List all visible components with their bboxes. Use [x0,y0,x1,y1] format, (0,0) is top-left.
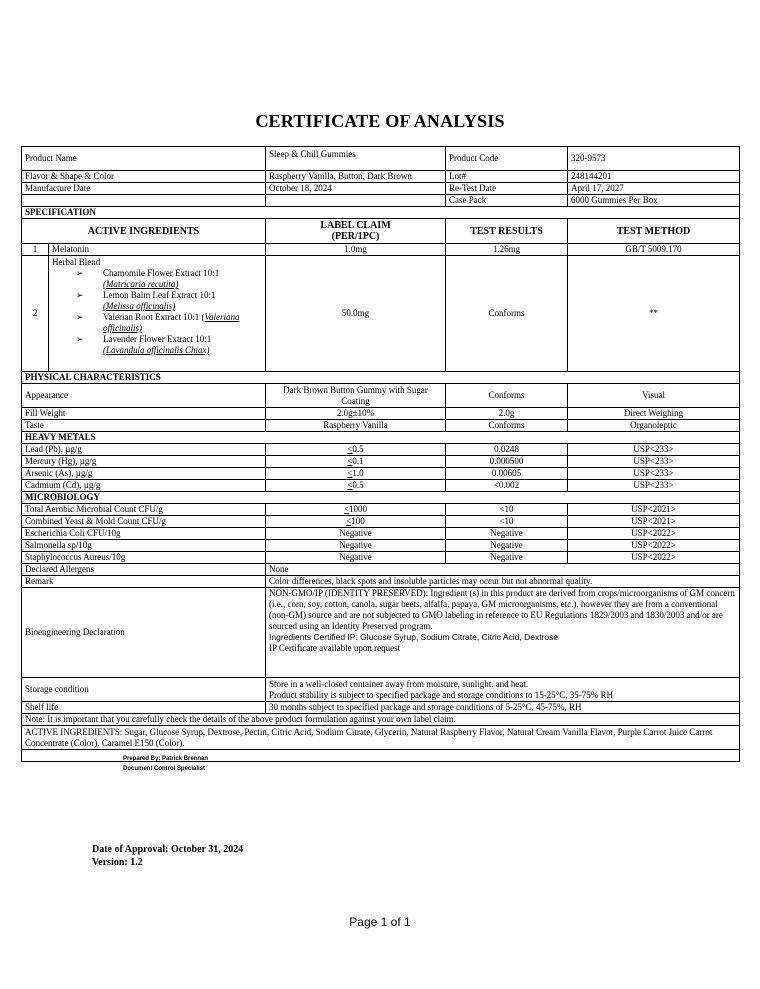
shelf-life-row: Shelf life 30 months subject to specified package and storage conditions of 5-25°C, 45-75%, RH [22,702,740,714]
table-row: Staphylococcus Aureus/10g Negative Negative USP<2022> [22,552,740,564]
table-row: Mercury (Hg), µg/g <0.1 0.000500 USP<233> [22,456,740,468]
specification-heading: SPECIFICATION [22,207,740,219]
test-method: GB/T 5009.170 [568,244,740,256]
case-pack-row [22,195,740,207]
spec-row-melatonin: 1 Melatonin 1.0mg 1.26mg GB/T 5009.170 [22,244,740,256]
list-item: ➢ Lemon Balm Leaf Extract 10:1 (Melissa officinalis) [76,290,216,311]
microbiology-heading: MICROBIOLOGY [22,492,740,504]
ingredient-name: Melatonin [49,244,266,256]
col-active-ingredients: ACTIVE INGREDIENTS [22,219,266,244]
col-test-results: TEST RESULTS [446,219,568,244]
page-number: Page 1 of 1 [349,915,411,929]
table-row: Cadmium (Cd), µg/g <0.5 <0.002 USP<233> [22,480,740,492]
list-item: ➢ Valerian Root Extract 10:1 (Valeriana officinalis) [76,312,240,333]
retest-date-value: April 17, 2027 [568,183,740,195]
document-title: CERTIFICATE OF ANALYSIS [255,111,505,131]
bioengineering-text: NON-GMO/IP (IDENTITY PRESERVED): Ingredient (s) in this product are derived from crops/microorganisms of GM concern (i.e., corn, soy, cotton, canola, sugar beets, alfalfa, papaya, GM microorganisms, etc.), however they are from a conventional (non-GM) source and are not subjected to GMO labeling in reference to EU Regulations 1829/2003 and 1830/2003 and/or are sourced using an Identity Preserved program. [269,588,735,631]
label-claim: 1.0mg [266,244,446,256]
test-result: Conforms [446,256,568,372]
test-result: 1.26mg [446,244,568,256]
table-row: Salmonella sp/10g Negative Negative USP<2022> [22,540,740,552]
lot-value: 248144201 [568,171,740,183]
label-claim: 50.0mg [266,256,446,372]
manufacture-date-value: October 18, 2024 [266,183,446,195]
heavy-metals-heading: HEAVY METALS [22,432,740,444]
coa-table [21,146,740,762]
herbal-blend-cell: Herbal Blend ➢ Chamomile Flower Extract 10:1 (Matricaria recutita) ➢ Lemon Balm Leaf Extract 10:1 (Melissa officinalis) ➢ Valerian Root Extract 10:1 (Valeriana officinalis) ➢ Lavender Flower Extract 10:1 (Lavandula officinalis Chiax) [49,256,266,372]
col-label-claim: LABEL CLAIM (PER/1PC) [266,219,446,244]
herbal-blend-list [52,268,262,356]
spec-row-herbal-blend: 2 Herbal Blend ➢ Chamomile Flower Extract 10:1 (Matricaria recutita) ➢ Lemon Balm Leaf Extract 10:1 (Melissa officinalis) ➢ Valerian Root Extract 10:1 (Valeriana officinalis) ➢ Lavender Flower Extract 10:1 (Lavandula officinalis Chiax) 50.0mg Conforms ** [22,256,740,372]
list-item: ➢ Lavender Flower Extract 10:1 (Lavandula officinalis Chiax) [76,334,212,355]
specification-header-row [22,219,740,244]
retest-date-label: Re-Test Date [446,183,568,195]
table-row: Lead (Pb), µg/g <0.5 0.0248 USP<233> [22,444,740,456]
list-item: ➢ Chamomile Flower Extract 10:1 (Matricaria recutita) [76,268,220,289]
flavor-value: Raspberry Vanilla, Button, Dark Brown [266,171,446,183]
product-name-value: Sleep & Chill Gummies [266,147,446,171]
manufacture-row [22,183,740,195]
table-row: Combined Yeast & Mold Count CFU/g <100 <10 USP<2021> [22,516,740,528]
table-row: Fill Weight 2.0g±10% 2.0g Direct Weighing [22,408,740,420]
arrow-bullet-icon: ➢ [76,290,84,300]
flavor-row [22,171,740,183]
table-row: Taste Raspberry Vanilla Conforms Organoleptic [22,420,740,432]
test-method: ** [568,256,740,372]
active-ingredients-row: ACTIVE INGREDIENTS: Sugar, Glucose Syrup, Dextrose, Pectin, Citric Acid, Sodium Citrate, Glycerin, Natural Raspberry Flavor, Natural Cream Vanilla Flavor, Purple Carrot Juice Carrot Concentrate (Color), Caramel E150 (Color). [22,726,740,750]
note-row: Note: It is important that you carefully check the details of the above product formulation against your own label claim. [22,714,740,726]
storage-row: Storage condition Store in a well-closed container away from moisture, sunlight, and heat. Product stability is subject to specified package and storage conditions to 15-25°C, 35-75% RH [22,678,740,702]
table-row: Appearance Dark Brown Button Gummy with Sugar Coating Conforms Visual [22,384,740,408]
col-test-method: TEST METHOD [568,219,740,244]
approval-block [92,843,243,869]
arrow-bullet-icon: ➢ [76,312,84,322]
table-row: Escherichia Coli CFU/10g Negative Negative USP<2022> [22,528,740,540]
prepared-by: Prepared By: Patrick Brennan Document Control Specialist [123,756,209,772]
lot-label: Lot# [446,171,568,183]
version: Version: 1.2 [92,857,143,868]
remark-row: Remark Color differences, black spots and insoluble particles may occur but not abnormal quality. [22,576,740,588]
product-name-row [22,147,740,171]
table-row: Total Aerobic Microbial Count CFU/g <1000 <10 USP<2021> [22,504,740,516]
flavor-label: Flavor & Shape & Color [22,171,266,183]
approval-date: Date of Approval: October 31, 2024 [92,844,244,855]
case-pack-label: Case Pack [446,195,568,207]
bioengineering-row: Bioengineering Declaration NON-GMO/IP (IDENTITY PRESERVED): Ingredient (s) in this product are derived from crops/microorganisms of GM concern (i.e., corn, soy, cotton, canola, sugar beets, alfalfa, papaya, GM microorganisms, etc.), however they are from a conventional (non-GM) source and are not subjected to GMO labeling in reference to EU Regulations 1829/2003 and 1830/2003 and/or are sourced using an Identity Preserved program. Ingredients Certified IP: Glucose Syrup, Sodium Citrate, Citric Acid, Dextrose IP Certificate available upon request [22,588,740,678]
product-name-label: Product Name [22,147,266,171]
arrow-bullet-icon: ➢ [76,334,84,344]
table-row: Arsenic (As), µg/g <1.0 0.00605 USP<233> [22,468,740,480]
arrow-bullet-icon: ➢ [76,268,84,278]
allergens-row: Declared Allergens None [22,564,740,576]
product-code-label: Product Code [446,147,568,171]
manufacture-date-label: Manufacture Date [22,183,266,195]
case-pack-value: 6000 Gummies Per Box [568,195,740,207]
product-code-value: 320-9573 [568,147,740,171]
physical-heading: PHYSICAL CHARACTERISTICS [22,372,740,384]
